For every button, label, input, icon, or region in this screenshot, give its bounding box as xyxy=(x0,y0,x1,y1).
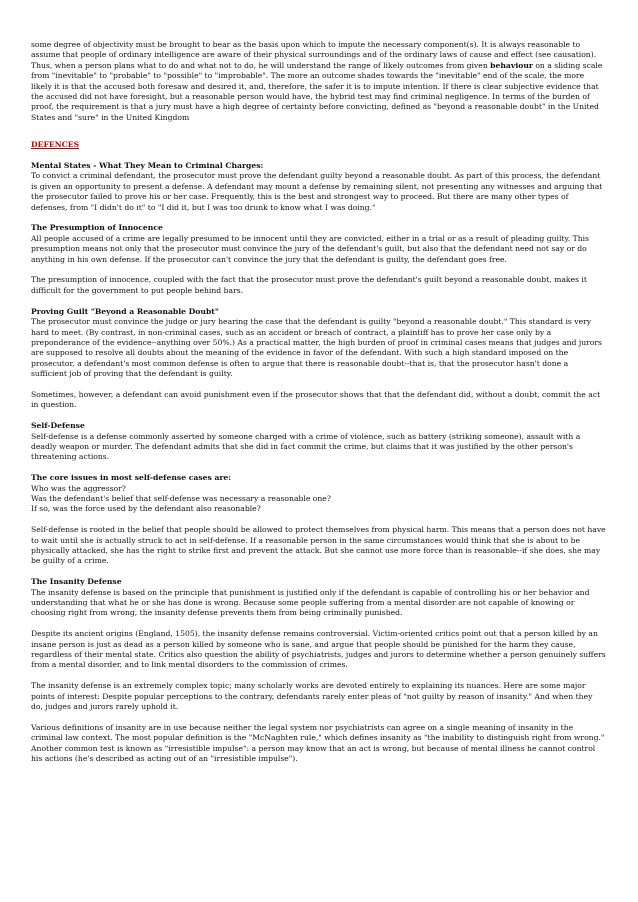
core-issue-line: Who was the aggressor? xyxy=(31,483,126,493)
proving-guilt-body: The prosecutor must convince the judge or jury hearing the case that the defendant is guilty "beyond a reasonable doubt." This standard is very hard to meet. (By contrast, in non-criminal cases, such as an accident or breach of contract, a plaintiff has to prove her case only by a preponderance of the evidence--anything over 50%.) As a practical matter, the high burden of proof in criminal cases means that judges and jurors are supposed to resolve all doubts about the meaning of the evidence in favor of the defendant. With such a high standard imposed on the prosecutor, a defendant's most common defense is often to argue that there is reasonable doubt--that is, that the prosecutor hasn't done a sufficient job of proving that the defendant is guilty. xyxy=(31,317,602,379)
core-issues-heading: The core issues in most self-defense cases are: xyxy=(31,473,232,483)
proving-guilt-body-2: Sometimes, however, a defendant can avoid punishment even if the prosecutor shows that that the defendant did, without a doubt, commit the act in question. xyxy=(31,389,601,410)
insanity-heading: The Insanity Defense xyxy=(31,577,122,587)
insanity-body-4: Various definitions of insanity are in use because neither the legal system nor psychiatrists can agree on a single meaning of insanity in the criminal law context. The most popular definition is the "McNaghten rule," which defines insanity as "the inability to distinguish right from wrong." Another common test is known as "irresistible impulse": a person may know that an act is wrong, but because of mental illness he cannot control his actions (he's described as acting out of an "irresistible impulse"). xyxy=(31,722,605,764)
core-issues-section xyxy=(31,473,606,567)
section-title-defences: DEFENCES xyxy=(31,140,80,150)
insanity-body: The insanity defense is based on the principle that punishment is justified only if the defendant is capable of controlling his or her behavior and understanding that what he or she has done is wrong. Because some people suffering from a mental disorder are not capable of knowing or choosing right from wrong, the insanity defense prevents them from being criminally punished. xyxy=(31,587,590,618)
presumption-heading: The Presumption of Innocence xyxy=(31,223,163,233)
intro-bold-word: behaviour xyxy=(490,60,533,70)
core-issues-list xyxy=(31,484,606,515)
mental-states-body: To convict a criminal defendant, the prosecutor must prove the defendant guilty beyond a reasonable doubt. As part of this process, the defendant is given an opportunity to present a defense. A defendant may mount a defense by remaining silent, not presenting any witnesses and arguing that the prosecutor failed to prove his or her case. Frequently, this is the best and strongest way to proceed. But there are many other types of defenses, from "I didn't do it" to "I did it, but I was too drunk to know what I was doing." xyxy=(31,171,603,212)
mental-states-section xyxy=(31,161,606,213)
core-issue-line: If so, was the force used by the defendant also reasonable? xyxy=(31,504,261,514)
core-issue-line: Was the defendant's belief that self-defense was necessary a reasonable one? xyxy=(31,493,331,503)
proving-guilt-heading: Proving Guilt "Beyond a Reasonable Doubt" xyxy=(31,306,219,316)
self-defense-section xyxy=(31,421,606,463)
intro-paragraph xyxy=(31,40,606,123)
insanity-section xyxy=(31,577,606,764)
insanity-body-3: The insanity defense is an extremely complex topic; many scholarly works are devoted entirely to explaining its nuances. Here are some major points of interest: Despite popular perceptions to the contrary, defendants rarely enter pleas of "not guilty by reason of insanity." And when they do, judges and jurors rarely uphold it. xyxy=(31,681,593,712)
insanity-body-2: Despite its ancient origins (England, 1505), the insanity defense remains controversial. Victim-oriented critics point out that a person killed by an insane person is just as dead as a person killed by someone who is sane, and argue that people should be punished for the harm they cause, regardless of their mental state. Critics also question the ability of psychiatrists, judges and jurors to determine whether a person genuinely suffers from a mental disorder, and to link mental disorders to the commission of crimes. xyxy=(31,629,606,670)
core-issues-body: Self-defense is rooted in the belief that people should be allowed to protect themselves from physical harm. This means that a person does not have to wait until she is actually struck to act in self-defense. If a reasonable person in the same circumstances would think that she is about to be physically attacked, she has the right to strike first and prevent the attack. But she cannot use more force than is reasonable--if she does, she may be guilty of a crime. xyxy=(31,525,606,566)
presumption-body: All people accused of a crime are legally presumed to be innocent until they are convicted, either in a trial or as a result of pleading guilty. This presumption means not only that the prosecutor must convince the jury of the defendant's guilt, but also that the defendant need not say or do anything in his own defense. If the prosecutor can't convince the jury that the defendant is guilty, the defendant goes free. xyxy=(31,233,590,264)
proving-guilt-section xyxy=(31,307,606,411)
mental-states-heading: Mental States - What They Mean to Criminal Charges: xyxy=(31,161,264,171)
presumption-body-2: The presumption of innocence, coupled with the fact that the prosecutor must prove the defendant's guilt beyond a reasonable doubt, makes it difficult for the government to put people behind bars. xyxy=(31,275,587,295)
intro-text-start: some degree of objectivity must be brought to bear as the basis upon which to impute the necessary component(s). It is always reasonable to assume that people of ordinary intelligence are aware of their physical surroundings and of the ordinary laws of cause and effect (see causation). Thus, when a person plans what to do and what not to do, he will understand the range of likely outcomes from given xyxy=(31,40,597,70)
self-defense-body: Self-defense is a defense commonly asserted by someone charged with a crime of violence, such as battery (striking someone), assault with a deadly weapon or murder. The defendant admits that she did in fact commit the crime, but claims that it was justified by the other person's threatening actions. xyxy=(31,431,581,462)
intro-text-end: on a sliding scale from "inevitable" to "probable" to "possible" to "improbable". The more an outcome shades towards the "inevitable" end of the scale, the more likely it is that the accused both foresaw and desired it, and, therefore, the safer it is to impute intention. If there is clear subjective evidence that the accused did not have foresight, but a reasonable person would have, the hybrid test may find criminal negligence. In terms of the burden of proof, the requirement is that a jury must have a high degree of certainty before convicting, defined as "beyond a reasonable doubt" in the United States and "sure" in the United Kingdom xyxy=(31,60,603,122)
self-defense-heading: Self-Defense xyxy=(31,421,85,431)
presumption-section xyxy=(31,223,606,296)
